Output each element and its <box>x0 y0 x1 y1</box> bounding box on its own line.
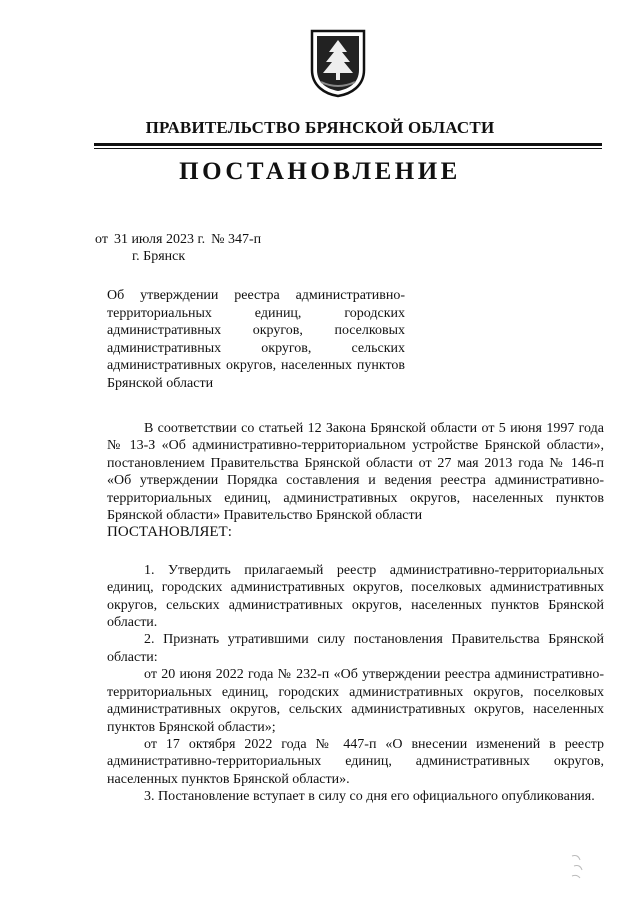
document-body <box>107 420 604 806</box>
document-type-title: ПОСТАНОВЛЕНИЕ <box>179 158 461 185</box>
header-rule-thick <box>94 143 602 146</box>
item-2a: от 20 июня 2022 года № 232-п «Об утверждении реестра административно-территориальных единиц, городских административных округов, поселковых административных округов, сельских административных округов, населенных пунктов Брянской области»; <box>107 667 604 735</box>
date-line <box>95 232 267 248</box>
government-title: ПРАВИТЕЛЬСТВО БРЯНСКОЙ ОБЛАСТИ <box>145 118 495 137</box>
document-subject: Об утверждении реестра административно-территориальных единиц, городских административных округов, поселковых административных округов, сельских административных округов, населенных пунктов Брянской области <box>107 288 405 391</box>
preamble-paragraph: В соответствии со статьей 12 Закона Брянской области от 5 июня 1997 года № 13-З «Об административно-территориальном устройстве Брянской области», постановлением Правительства Брянской области от 27 мая 2013 года № 146-п «Об утверждении Порядка составления и ведения реестра административно-территориальных единиц, административных округов, населенных пунктов Брянской области» Правительство Брянской области <box>107 421 604 524</box>
bryansk-coat-of-arms-icon <box>309 28 367 98</box>
decree-word: ПОСТАНОВЛЯЕТ: <box>107 524 232 541</box>
date-prefix: от <box>95 232 108 247</box>
item-3: 3. Постановление вступает в силу со дня его официального опубликования. <box>144 789 595 805</box>
item-2b: от 17 октября 2022 года № 447-п «О внесении изменений в реестр административно-территориальных единиц, административных округов, населенных пунктов Брянской области». <box>107 736 604 787</box>
document-number: № 347-п <box>211 232 262 247</box>
item-2: 2. Признать утратившими силу постановления Правительства Брянской области: <box>107 632 604 665</box>
document-city: г. Брянск <box>132 249 186 264</box>
document-date: 31 июля 2023 г. <box>113 232 206 247</box>
header-rule-thin <box>94 148 602 149</box>
item-1: 1. Утвердить прилагаемый реестр административно-территориальных единиц, городских административных округов, поселковых административных округов, сельских административных округов, населенных пунктов Брянской области. <box>107 562 604 631</box>
scan-mark-icon <box>568 852 588 882</box>
